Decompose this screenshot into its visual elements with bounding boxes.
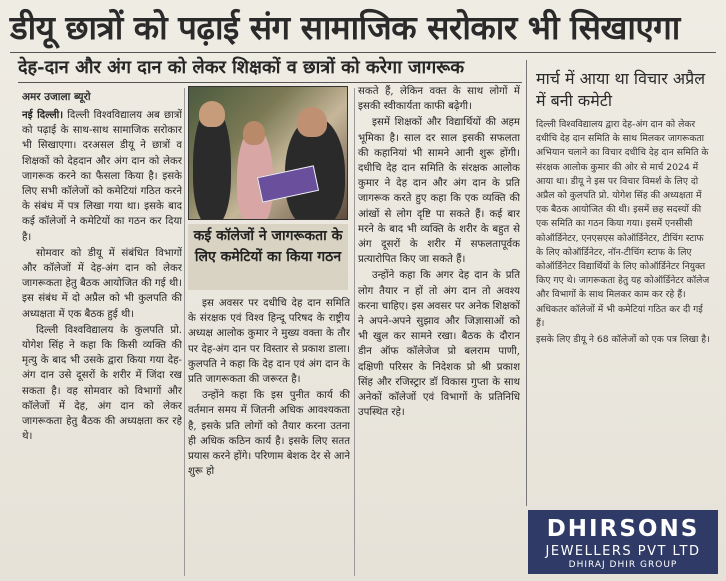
advertisement (528, 510, 718, 574)
column-divider (354, 88, 355, 576)
article-paragraph: उन्होंने कहा कि अगर देह दान के प्रति लोग तैयार न हों तो अंग दान तो अवश्य करना चाहिए। इस अवसर पर अनेक शिक्षकों ने अपने-अपने सुझाव और जिज्ञासाओं को भी खुल कर सामने रखा। बैठक के दौरान डीन ऑफ कॉलेजेज प्रो बलराम पाणी, दक्षिणी परिसर के निदेशक प्रो श्री प्रकाश सिंह और रजिस्ट्रार डॉ विकास गुप्ता के साथ अनेकों कॉलेजों एवं विभागों के प्रतिनिधि उपस्थित रहे। (358, 270, 520, 419)
column-divider (526, 60, 527, 506)
article-photo (188, 86, 348, 220)
article-paragraph: उन्होंने कहा कि इस पुनीत कार्य की वर्तमान समय में जितनी अधिक आवश्यकता है, इसके प्रति लोगों को तैयार करना उतना ही अधिक कठिन कार्य है। इसके लिए सतत प्रयास करने होंगे। परिणाम बेशक देर से आने शुरू हो (188, 390, 350, 478)
article-column-1 (22, 108, 182, 578)
person-figure (243, 121, 265, 145)
article-paragraph: नई दिल्ली। दिल्ली विश्वविद्यालय अब छात्रों को पढ़ाई के साथ-साथ सामाजिक सरोकार भी सिखाएगा। दरअसल डीयू ने छात्रों व शिक्षकों को देहदान और अंग दान को लेकर जागरूक करने का फैसला किया है। इसके लिए सभी कॉलेजों को कमेटियां गठित करने के संबंध में पत्र लिखा गया था। इसके बाद कई कॉलेजों ने कमेटियों का गठन कर दिया है। (22, 109, 182, 243)
sidebar-text (536, 118, 712, 498)
article-paragraph: इसमें शिक्षकों और विद्यार्थियों की अहम भूमिका है। साल दर साल इसकी सफलता की कहानियां भी सामने आनी शुरू होंगी। दधीचि देह दान समिति के संरक्षक आलोक कुमार ने देह दान और अंग दान के प्रति जागरूक करते हुए कहा कि एक व्यक्ति की आंखों से लोग दृष्टि पा सकते हैं। कई बार मरने के बाद भी व्यक्ति के शरीर के बहुत से अंग दूसरों के शरीर में सफलतापूर्वक प्रत्यारोपित किए जा सकते हैं। (358, 117, 520, 266)
article-paragraph: इस अवसर पर दधीचि देह दान समिति के संरक्षक एवं विश्व हिन्दू परिषद के राष्ट्रीय अध्यक्ष आलोक कुमार ने मुख्य वक्ता के तौर पर देह-अंग दान पर विस्तार से प्रकाश डाला। कुलपति ने कहा कि देह दान एवं अंग दान के प्रति जागरूकता की जरूरत है। (188, 298, 350, 386)
article-paragraph: सकते हैं, लेकिन वक्त के साथ लोगों में इसकी स्वीकार्यता काफी बढ़ेगी। (358, 86, 520, 113)
headline: डीयू छात्रों को पढ़ाई संग सामाजिक सरोकार भी सिखाएगा (10, 8, 680, 47)
sidebar-paragraph: इसके लिए डीयू ने 68 कॉलेजों को एक पत्र लिखा है। (536, 334, 710, 346)
subheadline: देह-दान और अंग दान को लेकर शिक्षकों व छात्रों को करेगा जागरूक (18, 57, 465, 78)
person-figure (297, 107, 327, 137)
article-column-3 (358, 84, 520, 578)
person-figure (199, 101, 225, 127)
ad-brand: DHIRSONS (546, 516, 700, 542)
ad-subtitle: JEWELLERS PVT LTD (545, 544, 701, 559)
headline-rule (10, 52, 716, 53)
article-column-2 (188, 296, 350, 578)
ad-group: DHIRAJ DHIR GROUP (568, 560, 678, 570)
column-divider (184, 88, 185, 576)
subhead-rule (18, 82, 522, 83)
byline: अमर उजाला ब्यूरो (22, 91, 91, 103)
article-paragraph: सोमवार को डीयू में संबंधित विभागों और कॉलेजों में देह-अंग दान को लेकर जागरूकता हेतु बैठक आयोजित की गई थी। इस संबंध में दो अप्रैल को भी कुलपति की अध्यक्षता में एक बैठक हुई थी। (22, 247, 182, 320)
article-paragraph: दिल्ली विश्वविद्यालय के कुलपति प्रो. योगेश सिंह ने कहा कि किसी व्यक्ति की मृत्यु के बाद भी उसके द्वारा किया गया देह-अंग दान उसे दूसरों के शरीर में जिंदा रख सकता है। वह सोमवार को विभागों और कॉलेजों में देह, अंग दान को लेकर जागरूकता हेतु बैठक की अध्यक्षता कर रहे थे। (22, 324, 182, 443)
sidebar-paragraph: दिल्ली विश्वविद्यालय द्वारा देह-अंग दान को लेकर दधीचि देह दान समिति के साथ मिलकर जागरूकता अभियान चलाने का विचार दधीचि देह दान समिति के संरक्षक आलोक कुमार की ओर से मार्च 2024 में आया था। डीयू ने इस पर विचार विमर्श के लिए दो अप्रैल को कुलपति प्रो. योगेश सिंह की अध्यक्षता में एक बैठक आयोजित की थी। इसमें छह सदस्यों की एक समिति का गठन किया गया। इसमें एनसीसी कोऑर्डिनेटर, एनएसएस कोऑर्डिनेटर, टीचिंग स्टाफ के लिए कोऑर्डिनेटर, नॉन-टीचिंग स्टाफ के लिए कोऑर्डिनेटर विद्यार्थियों के लिए कोऑर्डिनेटर नियुक्त किए गए थे। जागरूकता हेतु यह कोऑर्डिनेटर कॉलेज और विभागों के साथ मिलकर काम कर रहे हैं। अधिकतर कॉलेजों में भी कमेटियां गठित कर दी गई हैं। (536, 119, 710, 329)
photo-caption: कई कॉलेजों ने जागरूकता के लिए कमेटियों का किया गठन (188, 224, 348, 290)
dateline: नई दिल्ली। (22, 109, 64, 121)
sidebar-heading: मार्च में आया था विचार अप्रैल में बनी कमेटी (536, 69, 706, 110)
